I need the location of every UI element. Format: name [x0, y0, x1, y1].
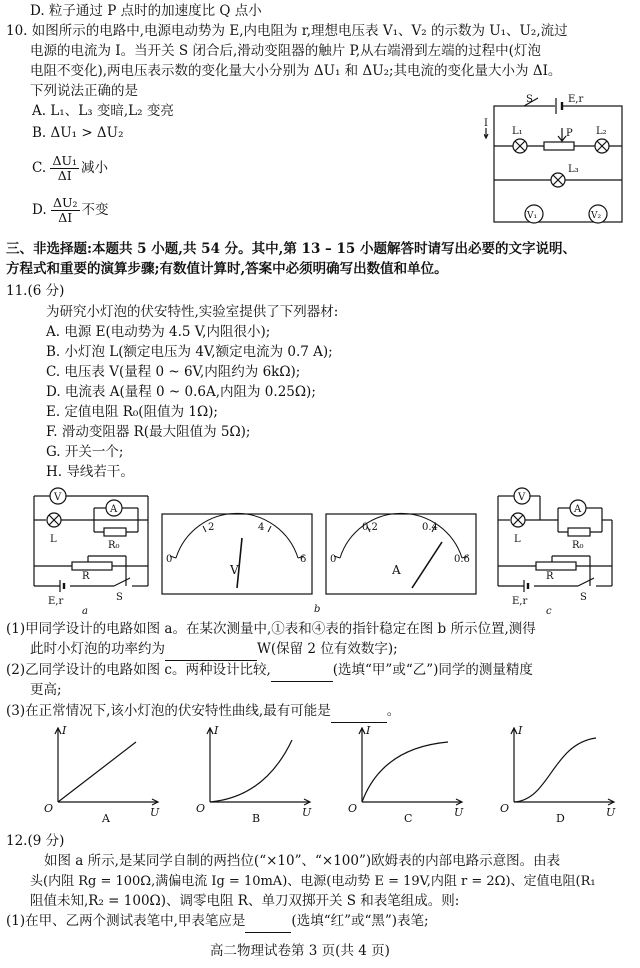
graph-d-curve	[514, 738, 596, 802]
q12-line2: 头(内阻 Rg = 100Ω,满偏电流 Ig = 10mA)、电源(电动势 E = 19V,内阻 r = 2Ω)、定值电阻(R₁	[30, 874, 596, 889]
voltmeter-tick-2: 2	[208, 522, 215, 533]
ammeter-tick-0: 0	[330, 554, 337, 565]
q11-sub3	[6, 702, 400, 723]
q10-circuit-label-v2: V₂	[591, 211, 602, 221]
q10-option-a: A. L₁、L₃ 变暗,L₂ 变亮	[32, 103, 174, 119]
q11-sub1-line1: (1)甲同学设计的电路如图 a。在某次测量中,①表和④表的指针稳定在图 b 所示位置,测得	[6, 621, 536, 637]
q11-header: 11.(6 分)	[6, 283, 65, 299]
graph-d-x-axis: U	[606, 806, 616, 819]
q11-item-e: E. 定值电阻 R₀(阻值为 1Ω);	[46, 404, 218, 420]
q11-sub2-line2: 更高;	[30, 682, 62, 698]
graph-c-y-axis: I	[366, 724, 371, 737]
q11-sub1-line2-a: 此时小灯泡的功率约为	[30, 641, 165, 657]
q11-sub3-answer-blank[interactable]	[331, 702, 387, 723]
graph-c-origin: O	[348, 802, 358, 815]
q11-fig-c-label-r: R	[546, 571, 554, 582]
q11-fig-c-label-er: E,r	[512, 596, 528, 607]
q10-option-b: B. ΔU₁ > ΔU₂	[32, 125, 124, 141]
q10-line3: 电阻不变化),两电压表示数的变化量大小分别为 ΔU₁ 和 ΔU₂;其电流的变化量大小为 ΔI。	[30, 63, 562, 79]
q11-fig-a-label-l: L	[50, 534, 57, 545]
voltmeter-tick-4: 4	[258, 522, 265, 533]
q11-fig-c-caption: c	[546, 606, 552, 616]
graph-b-x-axis: U	[302, 806, 312, 819]
voltmeter-tick-0: 0	[166, 554, 173, 565]
q10-line1: 10. 如图所示的电路中,电源电动势为 E,内电阻为 r,理想电压表 V₁、V₂ 的示数为 U₁、U₂,流过	[6, 23, 568, 39]
q10-option-c	[32, 154, 108, 183]
q11-fig-c-label-s: S	[580, 592, 587, 603]
ammeter-tick-0-6: 0.6	[454, 554, 470, 565]
q12-sub1	[6, 912, 429, 933]
q11-fig-a-label-r0: R₀	[108, 540, 120, 551]
q11-fig-c-label-l: L	[514, 534, 521, 545]
graph-d-y-axis: I	[518, 724, 523, 737]
q11-fig-a-caption: a	[82, 606, 88, 616]
q11-fig-b-caption: b	[314, 604, 321, 615]
q11-item-b: B. 小灯泡 L(额定电压为 4V,额定电流为 0.7 A);	[46, 344, 333, 360]
q11-intro: 为研究小灯泡的伏安特性,实验室提供了下列器材:	[46, 304, 339, 320]
q10-option-d-fraction	[51, 196, 80, 225]
graph-c-label: C	[404, 812, 413, 825]
q12-header: 12.(9 分)	[6, 833, 65, 849]
section3-line2: 方程式和重要的演算步骤;有数值计算时,答案中必须明确写出数值和单位。	[6, 261, 448, 277]
q11-sub2-line1-a: (2)乙同学设计的电路如图 c。两种设计比较,	[6, 662, 271, 678]
q11-item-f: F. 滑动变阻器 R(最大阻值为 5Ω);	[46, 424, 251, 440]
graph-d-label: D	[556, 812, 565, 825]
q11-fig-a-label-er: E,r	[48, 596, 64, 607]
voltmeter-tick-6: 6	[300, 554, 307, 565]
q10-circuit-label-v1: V₁	[527, 211, 538, 221]
graph-a-x-axis: U	[150, 806, 160, 819]
q10-circuit-label-er: E,r	[568, 94, 584, 105]
q10-option-c-denominator: ΔI	[57, 168, 72, 183]
q11-fig-a-label-r: R	[82, 571, 90, 582]
graph-a-label: A	[102, 812, 110, 825]
graph-b-origin: O	[196, 802, 206, 815]
q12-sub1-a: (1)在甲、乙两个测试表笔中,甲表笔应是	[6, 913, 246, 929]
q11-sub1-answer-blank[interactable]	[165, 640, 257, 661]
q10-line2: 电源的电流为 I。当开关 S 闭合后,滑动变阻器的触片 P,从右端滑到左端的过程中(灯泡	[30, 43, 541, 59]
voltmeter-dial	[162, 513, 312, 594]
graph-b-curve	[210, 740, 292, 802]
q10-circuit-label-p: P	[566, 128, 573, 139]
graph-a-curve	[58, 742, 136, 802]
q11-figure-c-circuit	[490, 486, 620, 616]
q10-circuit-diagram	[484, 92, 630, 232]
q11-sub1-line2	[30, 640, 398, 661]
graph-c-x-axis: U	[454, 806, 464, 819]
graph-a-origin: O	[44, 802, 54, 815]
q12-line1: 如图 a 所示,是某同学自制的两挡位(“×10”、“×100”)欧姆表的内部电路示意图。由表	[44, 853, 561, 869]
q11-iu-graphs	[30, 722, 620, 826]
q10-circuit-label-s: S	[526, 94, 533, 105]
q11-fig-c-label-v: V	[518, 492, 526, 503]
q10-option-c-suffix: 减小	[81, 160, 109, 176]
q10-option-d-denominator: ΔI	[58, 210, 73, 225]
q12-sub1-answer-blank[interactable]	[245, 912, 291, 933]
q12-line3: 阻值未知,R₂ = 100Ω)、调零电阻 R、单刀双掷开关 S 和表笔组成。则:	[30, 893, 460, 909]
q11-sub2-line1	[6, 661, 533, 682]
q11-fig-c-label-r0: R₀	[572, 540, 584, 551]
graph-a-y-axis: I	[62, 724, 67, 737]
q11-sub2-answer-blank[interactable]	[271, 661, 333, 682]
q11-item-g: G. 开关一个;	[46, 444, 124, 460]
q11-item-h: H. 导线若干。	[46, 464, 134, 480]
voltmeter-unit: V	[230, 563, 239, 577]
graph-c-curve	[362, 742, 448, 802]
q11-sub3-b: 。	[386, 703, 401, 719]
q11-fig-a-label-s: S	[116, 592, 123, 603]
q11-sub2-line1-b: (选填“甲”或“乙”)同学的测量精度	[332, 662, 533, 678]
q11-sub1-line2-b: W(保留 2 位有效数字);	[257, 641, 398, 657]
q10-circuit-label-l1: L₁	[512, 126, 523, 137]
ammeter-dial	[326, 513, 476, 594]
q11-fig-c-label-a: A	[574, 504, 582, 515]
q11-fig-a-label-a: A	[110, 504, 118, 515]
graph-b-label: B	[252, 812, 261, 825]
q10-option-d	[32, 196, 109, 225]
graph-b-y-axis: I	[214, 724, 219, 737]
q11-item-c: C. 电压表 V(量程 0 ~ 6V,内阻约为 6kΩ);	[46, 364, 301, 380]
q11-figure-a-circuit	[26, 486, 156, 616]
q10-circuit-label-i: I	[484, 118, 488, 129]
q11-item-d: D. 电流表 A(量程 0 ~ 0.6A,内阻为 0.25Ω);	[46, 384, 316, 400]
q10-option-d-prefix: D.	[32, 202, 47, 218]
ammeter-tick-0-4: 0.4	[422, 522, 438, 533]
q10-option-d-suffix: 不变	[81, 202, 109, 218]
q10-option-c-numerator: ΔU₁	[52, 153, 78, 168]
q10-circuit-label-l3: L₃	[568, 164, 579, 175]
q10-option-d-numerator: ΔU₂	[52, 195, 78, 210]
q10-circuit-label-l2: L₂	[596, 126, 607, 137]
q10-line4: 下列说法正确的是	[30, 83, 138, 99]
q10-option-c-fraction	[50, 154, 79, 183]
q10-option-c-prefix: C.	[32, 160, 47, 176]
q11-item-a: A. 电源 E(电动势为 4.5 V,内阻很小);	[46, 324, 271, 340]
q12-sub1-b: (选填“红”或“黑”)表笔;	[291, 913, 429, 929]
q11-fig-a-label-v: V	[54, 492, 62, 503]
graph-d-origin: O	[500, 802, 510, 815]
page-footer: 高二物理试卷第 3 页(共 4 页)	[210, 943, 390, 959]
ammeter-unit: A	[392, 563, 401, 577]
prev-option-d: D. 粒子通过 P 点时的加速度比 Q 点小	[30, 3, 262, 19]
section3-line1: 三、非选择题:本题共 5 小题,共 54 分。其中,第 13 – 15 小题解答时请写出必要的文字说明、	[6, 241, 576, 257]
ammeter-tick-0-2: 0.2	[362, 522, 378, 533]
q11-figure-b-meters	[160, 512, 484, 616]
q11-sub3-a: (3)在正常情况下,该小灯泡的伏安特性曲线,最有可能是	[6, 703, 331, 719]
